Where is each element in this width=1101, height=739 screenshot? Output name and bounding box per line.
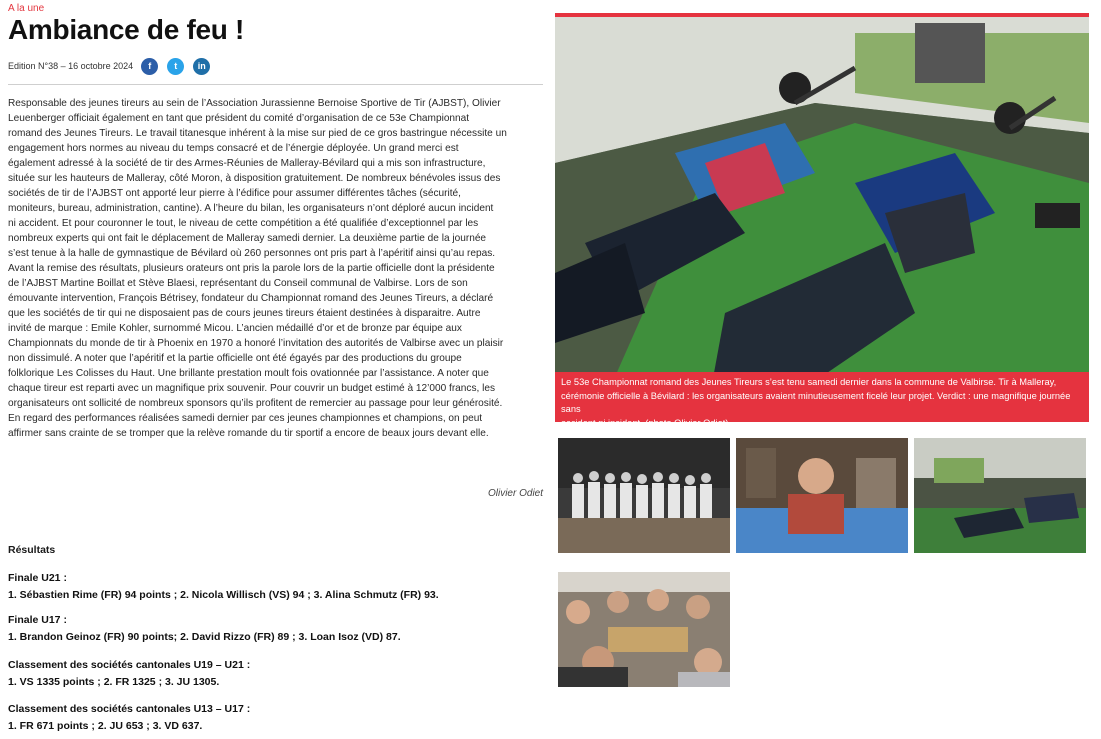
body-line: Avant la remise des résultats, plusieurs orateurs ont pris la parole lors de la partie officielle dont la présidente bbox=[8, 263, 495, 275]
gallery-thumbnail-young-shooters-table[interactable] bbox=[558, 572, 730, 687]
linkedin-share-icon[interactable]: in bbox=[193, 58, 210, 75]
results-group-u17 bbox=[8, 612, 401, 646]
body-line: s’est tenue à la halle de gymnastique de Bévilard où 260 personnes ont pris part à l’apéritif ainsi qu’au repas. bbox=[8, 248, 496, 260]
body-line: organisateurs ont sollicité de nombreux sponsors qu’ils profitent de remercier au passage pour leur générosité. bbox=[8, 398, 503, 410]
hero-photo[interactable] bbox=[555, 13, 1089, 422]
gallery-image bbox=[558, 438, 730, 553]
body-line: Leuenberger officiait également en tant que président du comité d’organisation de ce 53e Championnat bbox=[8, 113, 470, 125]
facebook-share-icon[interactable]: f bbox=[141, 58, 158, 75]
article-meta bbox=[8, 57, 219, 75]
results-group-societies-u19-u21 bbox=[8, 657, 250, 691]
gallery-image bbox=[914, 438, 1086, 553]
gallery-thumbnail-banquet-guest[interactable] bbox=[736, 438, 908, 553]
results-line: 1. FR 671 points ; 2. JU 653 ; 3. VD 637. bbox=[8, 720, 203, 732]
results-heading: Classement des sociétés cantonales U19 – U21 : bbox=[8, 659, 251, 671]
body-line: non dissimulé. A noter que l’apéritif et la partie officielle ont été égayés par des productions du groupe bbox=[8, 353, 462, 365]
body-line: Championnats du monde de tir à Phoenix en 1970 a honoré l’invitation des autorités de Valbirse avec un plaisir bbox=[8, 338, 504, 350]
body-line: romand des Jeunes Tireurs. Le travail titanesque inhérent à la mise sur pied de ce gros bastringue nécessite un bbox=[8, 128, 507, 140]
results-line: 1. VS 1335 points ; 2. FR 1325 ; 3. JU 1305. bbox=[8, 676, 220, 688]
results-title: Résultats bbox=[8, 544, 56, 556]
twitter-share-icon[interactable]: t bbox=[167, 58, 184, 75]
results-heading: Finale U17 : bbox=[8, 614, 67, 626]
body-line: également adressé à la société de tir des Armes-Réunies de Malleray-Bévilard qui a mis son infrastructure, bbox=[8, 158, 486, 170]
body-line: que les sociétés de tir qui ne disposaient pas de cours jeunes tireurs étaient destinées à disparaitre. Autre bbox=[8, 308, 481, 320]
body-line: de l’AJBST Martine Boillat et Stève Blaesi, représentant du Conseil communal de Valbirse. Lors de son bbox=[8, 278, 468, 290]
section-kicker[interactable]: A la une bbox=[8, 3, 45, 14]
results-heading: Finale U21 : bbox=[8, 572, 67, 584]
body-line: folklorique Les Colisses du Haut. Une brillante prestation moult fois ovationnée par l’assistance. A noter que bbox=[8, 368, 489, 380]
body-line: invité de marque : Emile Kohler, surnommé Micou. L’ancien médaillé d’or et de bronze par équipe aux bbox=[8, 323, 462, 335]
article-author: Olivier Odiet bbox=[487, 488, 543, 499]
gallery-thumbnail-group-photo[interactable] bbox=[558, 438, 730, 553]
body-line: émouvante intervention, François Bétrisey, fondateur du Championnat romand des Jeunes Tireurs, a déclaré bbox=[8, 293, 494, 305]
body-line: chaque tireur est reparti avec un magnifique prix souvenir. Pour couvrir un budget estimé à 12’000 francs, les bbox=[8, 383, 496, 395]
body-line: située sur les hauteurs de Malleray, côté Moron, à disposition gratuitement. De nombreux bénévoles issus des bbox=[8, 173, 501, 185]
caption-line: cérémonie officielle à Bévilard : les organisateurs avaient minutieusement ficelé leur projet. Verdict : une magnifique journée sans bbox=[561, 390, 1071, 414]
body-line: moniteurs, bureau, administration, cantine). A l’heure du bilan, les organisateurs n’ont déploré aucun incident bbox=[8, 203, 494, 215]
body-line: Responsable des jeunes tireurs au sein de l’Association Jurassienne Bernoise Sportive de Tir (AJBST), Olivier bbox=[8, 98, 501, 109]
body-line: En regard des performances réalisées samedi dernier par ces jeunes championnes et champions, on peut bbox=[8, 413, 483, 425]
caption-line: accident ni incident. (photo Olivier Odiet) bbox=[561, 417, 729, 428]
body-line: nombreux experts qui ont fait le déplacement de Malleray samedi dernier. La deuxième partie de la journée bbox=[8, 233, 487, 245]
results-line: 1. Sébastien Rime (FR) 94 points ; 2. Nicola Willisch (VS) 94 ; 3. Alina Schmutz (FR) 93. bbox=[8, 589, 439, 601]
edition-date: Edition N°38 – 16 octobre 2024 bbox=[8, 61, 134, 71]
divider bbox=[8, 84, 543, 85]
results-group-societies-u13-u17 bbox=[8, 701, 250, 735]
article-body bbox=[8, 96, 543, 441]
gallery-image bbox=[736, 438, 908, 553]
gallery-image bbox=[558, 572, 730, 687]
hero-photo-illustration bbox=[555, 13, 1089, 422]
body-line: sociétés de tir de l’AJBST ont apporté leur pierre à l’édifice pour assumer différentes tâches (sécurité, bbox=[8, 188, 461, 200]
body-line: engagement hors normes au niveau du temps consacré et de l’énergie déployée. Un grand merci est bbox=[8, 143, 459, 155]
results-line: 1. Brandon Geinoz (FR) 90 points; 2. David Rizzo (FR) 89 ; 3. Loan Isoz (VD) 87. bbox=[8, 631, 401, 643]
caption-line: Le 53e Championnat romand des Jeunes Tireurs s’est tenu samedi dernier dans la commune de Valbirse. Tir à Malleray, bbox=[561, 377, 1057, 387]
body-line: affirmer sans crainte de se tromper que la relève romande du tir sportif a encore de beaux jours devant elle. bbox=[8, 428, 489, 440]
body-line: ni accident. Et pour couronner le tout, le niveau de cette compétition a été qualifiée d’exceptionnel par les bbox=[8, 218, 479, 230]
results-heading: Classement des sociétés cantonales U13 – U17 : bbox=[8, 703, 251, 715]
page-title: Ambiance de feu ! bbox=[8, 14, 245, 45]
gallery-thumbnail-shooting-range[interactable] bbox=[914, 438, 1086, 553]
photo-caption bbox=[555, 372, 1089, 428]
results-group-u21 bbox=[8, 570, 439, 604]
